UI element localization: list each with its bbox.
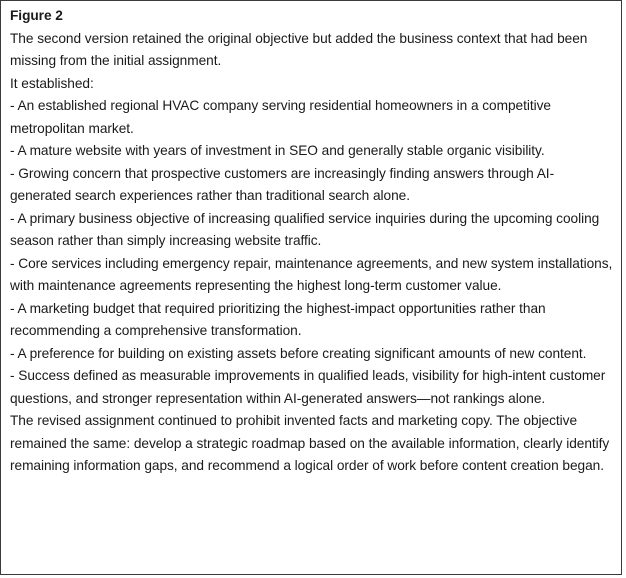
list-item: - A mature website with years of investment in SEO and generally stable organic visibility. xyxy=(10,143,545,158)
figure-title: Figure 2 xyxy=(10,8,63,23)
lead-line: It established: xyxy=(10,75,94,91)
list-item: - Success defined as measurable improvements in qualified leads, visibility for high-intent customer questions, and stronger representation within AI-generated answers—not rankings alone. xyxy=(10,368,606,406)
list-item: - A primary business objective of increasing qualified service inquiries during the upcoming cooling season rather than simply increasing website traffic. xyxy=(10,210,600,248)
list-item: - Growing concern that prospective customers are increasingly finding answers through AI-generated search experiences rather than traditional search alone. xyxy=(10,165,555,203)
list-item: - A preference for building on existing assets before creating significant amounts of new content. xyxy=(10,345,587,361)
list-item: - An established regional HVAC company serving residential homeowners in a competitive metropolitan market. xyxy=(10,98,551,136)
intro-paragraph: The second version retained the original objective but added the business context that had been missing from the initial assignment. xyxy=(10,30,588,68)
list-item: - A marketing budget that required prioritizing the highest-impact opportunities rather than recommending a comprehensive transformation. xyxy=(10,300,546,338)
context-list xyxy=(10,95,613,410)
closing-paragraph: The revised assignment continued to prohibit invented facts and marketing copy. The objective remained the same: develop a strategic roadmap based on the available information, clearly identify remaining information gaps, and recommend a logical order of work before content creation began. xyxy=(10,413,610,473)
list-item: - Core services including emergency repair, maintenance agreements, and new system installations, with maintenance agreements representing the highest long-term customer value. xyxy=(10,255,613,293)
